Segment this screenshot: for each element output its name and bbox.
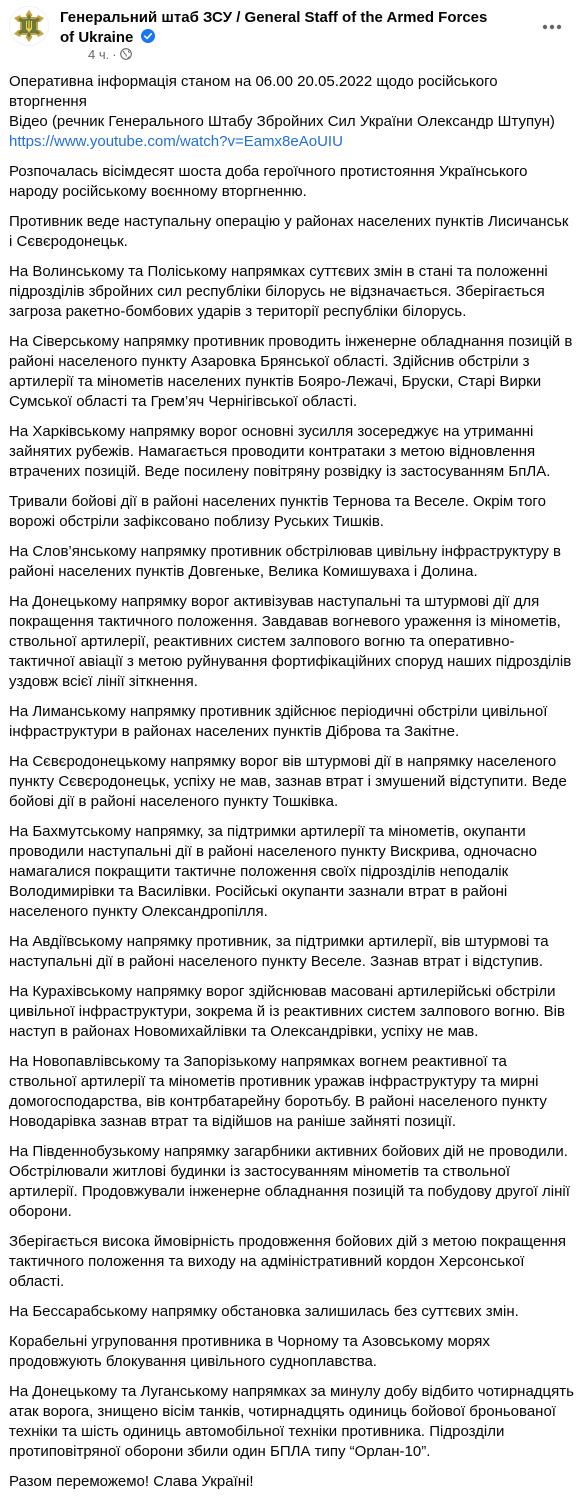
post-paragraph: На Курахівському напрямку ворог здійснював масовані артилерійські обстріли цивільної інфраструктури, зокрема й із реактивних систем залпового вогню. Вів наступ в районах Новомихайлівки та Олександрівки, успіху не мав. (9, 983, 565, 1040)
post-paragraph: На Авдіївському напрямку противник, за підтримки артилерії, вів штурмові та наступальні дії в районі населеного пункту Веселе. Зазнав втрат і відступив. (9, 933, 549, 970)
post-paragraph: Зберігається висока ймовірність продовження бойових дій з метою покращення тактичного положення та виходу на адміністративний кордон Херсонської області. (9, 1233, 567, 1290)
meta-separator: · (112, 47, 117, 62)
post-paragraphs (9, 162, 575, 1492)
post-timestamp[interactable]: 4 ч. (88, 47, 110, 62)
army-emblem-icon (9, 6, 49, 46)
post-paragraph: На Новопавлівському та Запорізькому напрямках вогнем реактивної та ствольної артилерії та мінометів противник уражав інфраструктуру та мирні домогосподарства, вів контрбатарейну боротьбу. В районі населеного пункту Новодарівка зазнав втрат та відійшов на раніше зайняті позиції. (9, 1053, 547, 1130)
more-options-icon (542, 24, 562, 30)
post-paragraph: Розпочалась вісімдесят шоста доба героїчного протистояння Українського народу російському воєнному вторгненню. (9, 163, 528, 200)
post-paragraph: На Слов’янському напрямку противник обстрілював цивільну інфраструктуру в районі населених пунктів Довгеньке, Велика Комишуваха і Долина. (9, 543, 562, 580)
verified-badge-icon (141, 29, 155, 43)
page-avatar[interactable] (9, 6, 49, 46)
post-paragraph: На Бахмутському напрямку, за підтримки артилерії та мінометів, окупанти проводили наступальні дії в районі населеного пункту Вискрива, одночасно намагалися покращити тактичне положення своїх підрозділів неподалік Володимирівки та Василівки. Російські окупанти зазнали втрат в районі населеного пункту Олександропілля. (9, 823, 537, 920)
page-name-text[interactable]: Генеральний штаб ЗСУ / General Staff of the Armed Forces of Ukraine (60, 9, 488, 46)
more-options-button[interactable] (534, 9, 570, 45)
post-intro (9, 72, 575, 152)
post-paragraph: На Сєвєродонецькому напрямку ворог вів штурмові дії в напрямку населеного пункту Сєвєродонецьк, успіху не мав, зазнав втрат і змушений відступити. Веде бойові дії в районі населеного пункту Тошківка. (9, 753, 567, 810)
post-paragraph: На Харківському напрямку ворог основні зусилля зосереджує на утриманні зайнятих рубежів. Намагається проводити контратаки з метою відновлення втрачених позицій. Веде посилену повітряну розвідку із застосуванням БпЛА. (9, 423, 551, 480)
post-paragraph: На Донецькому напрямку ворог активізував наступальні та штурмові дії для покращення тактичного положення. Завдавав вогневого ураження із мінометів, ствольної артилерії, реактивних систем залпового вогню та оперативно-тактичної авіації з метою руйнування фортифікаційних споруд наших підрозділів уздовж всієї лінії зіткнення. (9, 593, 572, 690)
globe-icon[interactable] (120, 48, 132, 60)
post-paragraph: Корабельні угруповання противника в Чорному та Азовському морях продовжують блокування цивільного судноплавства. (9, 1333, 490, 1370)
post-header (0, 0, 584, 66)
page-name[interactable] (60, 8, 500, 48)
post-paragraph: На Донецькому та Луганському напрямках за минулу добу відбито чотирнадцять атак ворога, знищено вісім танків, чотирнадцять одиниць бойової броньованої техніки та шість одиниць автомобільної техніки противника. Підрозділи протиповітряної оборони збили один БПЛА типу “Орлан-10”. (9, 1383, 574, 1460)
intro-line-1: Оперативна інформація станом на 06.00 20.05.2022 щодо російського вторгнення (9, 73, 498, 110)
intro-line-2: Відео (речник Генерального Штабу Збройних Сил України Олександр Штупун) (9, 113, 555, 130)
post-paragraph: Противник веде наступальну операцію у районах населених пунктів Лисичанськ і Сєвєродонецьк. (9, 213, 569, 250)
post-paragraph: На Сіверському напрямку противник проводить інженерне обладнання позицій в районі населеного пункту Азаровка Брянської області. Здійснив обстріли з артилерії та мінометів населених пунктів Бояро-Лежачі, Бруски, Старі Вирки Сумської області та Грем’яч Чернігівської області. (9, 333, 573, 410)
post-paragraph: На Волинському та Поліському напрямках суттєвих змін в стані та положенні підрозділів збройних сил республіки білорусь не відзначається. Зберігається загроза ракетно-бомбових ударів з території республіки білорусь. (9, 263, 548, 320)
post-paragraph: Тривали бойові дії в районі населених пунктів Тернова та Веселе. Окрім того ворожі обстріли зафіксовано поблизу Руських Тишків. (9, 493, 546, 530)
post-paragraph: Разом переможемо! Слава Україні! (9, 1473, 254, 1490)
post-body (9, 72, 575, 1502)
post-meta (88, 47, 132, 63)
post-paragraph: На Лиманському напрямку противник здійснює періодичні обстріли цивільної інфраструктури в районах населених пунктів Діброва та Закітне. (9, 703, 548, 740)
video-link[interactable]: https://www.youtube.com/watch?v=Eamx8eAoUIU (9, 133, 343, 150)
post-paragraph: На Бессарабському напрямку обстановка залишилась без суттєвих змін. (9, 1303, 519, 1320)
post-paragraph: На Південнобузькому напрямку загарбники активних бойових дій не проводили. Обстрілювали житлові будинки із застосуванням мінометів та ствольної артилерії. Продовжували інженерне обладнання позицій та побудову другої лінії оборони. (9, 1143, 570, 1220)
